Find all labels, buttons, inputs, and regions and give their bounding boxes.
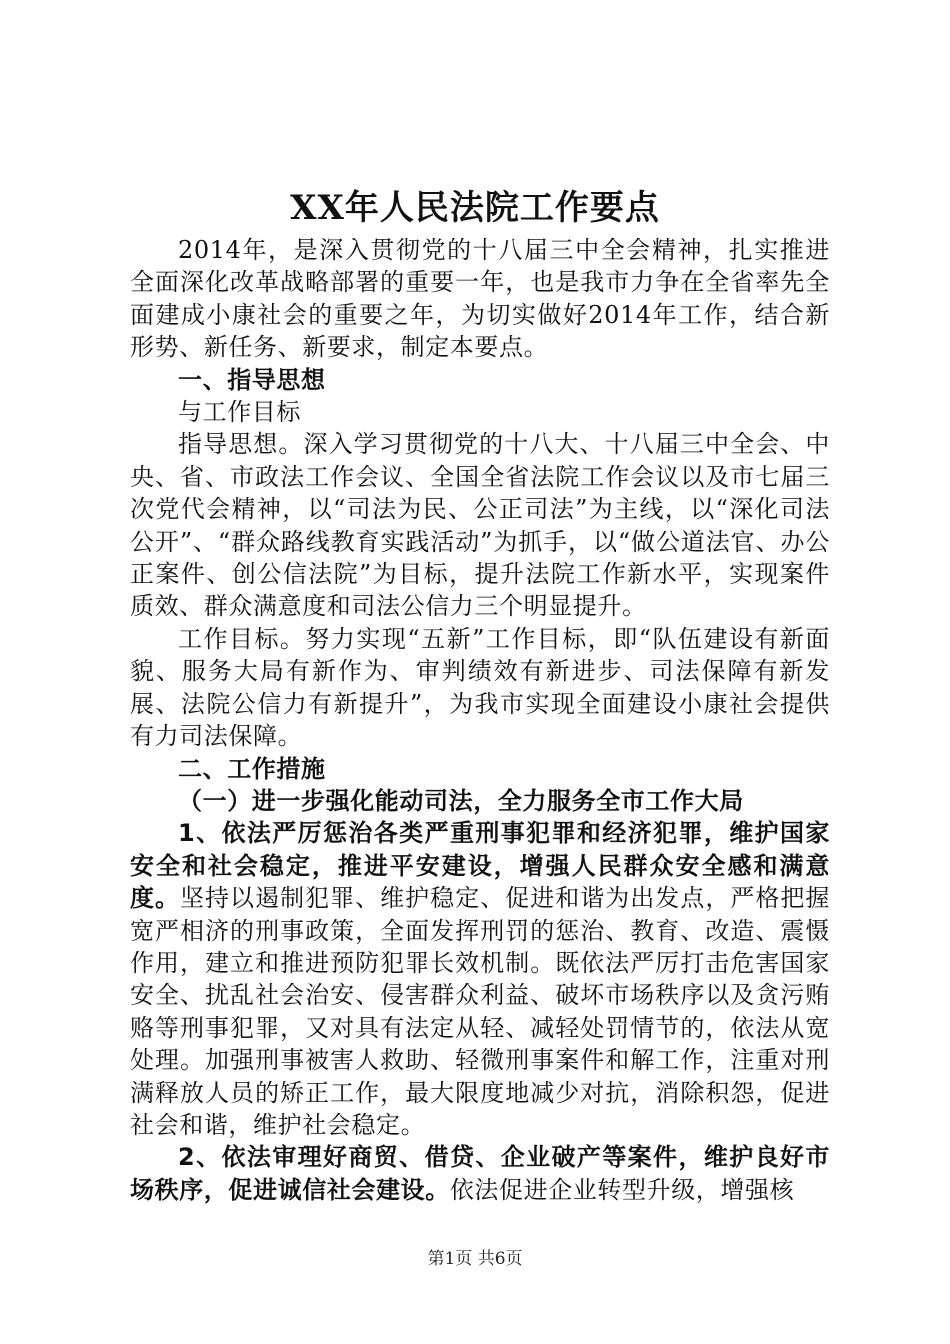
item1-text: 坚持以遏制犯罪、维护稳定、促进和谐为出发点，严格把握宽严相济的刑事政策，全面发挥刑罚的惩治、教育、改造、震慑作用，建立和推进预防犯罪长效机制。既依法严厉打击危害国家安全、扰乱社会治安、侵害群众利益、破坏市场秩序以及贪污贿赂等刑事犯罪，又对具有法定从轻、减轻处罚情节的，依法从宽处理。加强刑事被害人救助、轻微刑事案件和解工作，注重对刑满释放人员的矫正工作，最大限度地减少对抗，消除积怨，促进社会和谐，维护社会稳定。 (130, 884, 830, 1139)
page-footer: 第1页 共6页 (427, 1249, 523, 1269)
item1-bold-lead: 1、依法严厉惩治各类严重刑事犯罪和经济犯罪，维护国家安全和社会稳定，推进平安建设，增强人民群众安全感和满意度。 (130, 819, 830, 913)
item1-paragraph (130, 817, 830, 1141)
item2-bold-lead: 2、依法审理好商贸、借贷、企业破产等案件，维护良好市场秩序，促进诚信社会建设。 (130, 1143, 830, 1204)
section1-subheading: 与工作目标 (178, 398, 301, 427)
subsection1-heading: （一）进一步强化能动司法，全力服务全市工作大局 (178, 786, 744, 815)
intro-paragraph: 2014年，是深入贯彻党的十八届三中全会精神，扎实推进全面深化改革战略部署的重要一年，也是我市力争在全省率先全面建成小康社会的重要之年，为切实做好2014年工作，结合新形势、新任务、新要求，制定本要点。 (130, 236, 830, 362)
document-body (130, 234, 830, 1206)
section2-heading: 二、工作措施 (178, 754, 326, 783)
item2-paragraph (130, 1141, 830, 1206)
item2-text: 依法促进企业转型升级，增强核 (449, 1175, 795, 1204)
document-title: XX年人民法院工作要点 (290, 188, 660, 228)
work-goal-paragraph: 工作目标。努力实现“五新”工作目标，即“队伍建设有新面貌、服务大局有新作为、审判绩效有新进步、司法保障有新发展、法院公信力有新提升”，为我市实现全面建设小康社会提供有力司法保障。 (130, 624, 830, 751)
guiding-thought-paragraph: 指导思想。深入学习贯彻党的十八大、十八届三中全会、中央、省、市政法工作会议、全国全省法院工作会议以及市七届三次党代会精神，以“司法为民、公正司法”为主线，以“深化司法公开”、“群众路线教育实践活动”为抓手，以“做公道法官、办公正案件、创公信法院”为目标，提升法院工作新水平，实现案件质效、群众满意度和司法公信力三个明显提升。 (130, 430, 830, 621)
section1-heading: 一、指导思想 (178, 365, 326, 394)
